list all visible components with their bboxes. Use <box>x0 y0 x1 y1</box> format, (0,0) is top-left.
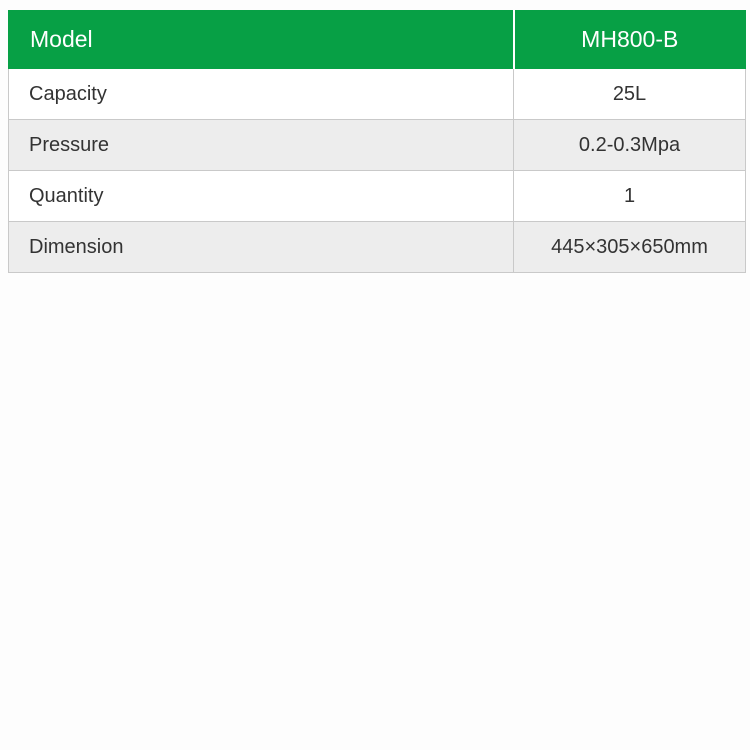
table-row-pressure <box>9 120 746 171</box>
pressure-value: 0.2-0.3Mpa <box>514 120 746 171</box>
spec-table <box>8 10 746 273</box>
table-row-dimension <box>9 222 746 273</box>
dimension-label: Dimension <box>9 222 514 273</box>
pressure-label: Pressure <box>9 120 514 171</box>
capacity-label: Capacity <box>9 69 514 120</box>
header-model-value: MH800-B <box>514 11 746 69</box>
dimension-value: 445×305×650mm <box>514 222 746 273</box>
table-row-quantity <box>9 171 746 222</box>
quantity-label: Quantity <box>9 171 514 222</box>
header-model-label: Model <box>9 11 514 69</box>
table-row-capacity <box>9 69 746 120</box>
quantity-value: 1 <box>514 171 746 222</box>
capacity-value: 25L <box>514 69 746 120</box>
table-header-row <box>9 11 746 69</box>
